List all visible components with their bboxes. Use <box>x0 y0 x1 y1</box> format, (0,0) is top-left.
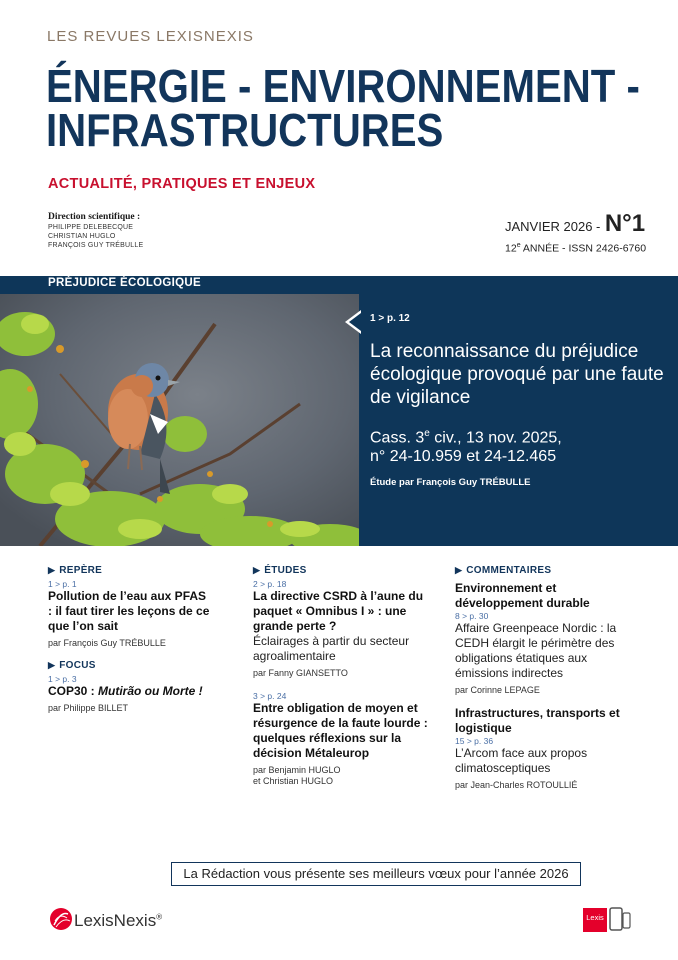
lexisnexis-emblem-icon <box>48 905 74 933</box>
issue-info <box>505 210 646 255</box>
director-name: FRANÇOIS GUY TRÉBULLE <box>48 242 144 249</box>
page-ref: 1 > p. 1 <box>48 579 77 589</box>
issue-number-label: N° <box>604 210 632 237</box>
column-2 <box>253 565 428 787</box>
page-ref: 15 > p. 36 <box>455 736 494 746</box>
logo-text <box>74 911 162 931</box>
page-ref: 8 > p. 30 <box>455 611 489 621</box>
section-title: COMMENTAIRES <box>466 565 552 576</box>
article-title-part: COP30 : <box>48 684 99 698</box>
devices-badge <box>583 906 631 939</box>
director-name: CHRISTIAN HUGLO <box>48 233 116 240</box>
triangle-icon: ▶ <box>253 565 261 575</box>
triangle-icon: ▶ <box>48 565 56 575</box>
column-1 <box>48 565 213 714</box>
lexisnexis-logo <box>48 905 163 938</box>
article-title: La directive CSRD à l’aune du paquet « Omnibus I » : une grande perte ? <box>253 589 424 633</box>
new-year-wishes: La Rédaction vous présente ses meilleurs vœux pour l’année 2026 <box>171 862 581 886</box>
group-heading: Environnement et développement durable <box>455 581 590 610</box>
triangle-icon: ▶ <box>48 660 56 670</box>
registered-mark: ® <box>156 912 163 922</box>
cite-sup: e <box>424 428 430 439</box>
article-title: Entre obligation de moyen et résurgence de la faute lourde : quelques réflexions sur la décision Métaleurop <box>253 701 428 760</box>
title-line-2: INFRASTRUCTURES <box>46 104 444 156</box>
section-commentaires <box>455 565 630 576</box>
page-ref: 3 > p. 24 <box>253 691 287 701</box>
series-label: LES REVUES LEXISNEXIS <box>47 28 254 45</box>
direction-label: Direction scientifique : <box>48 212 141 222</box>
feature-citation <box>370 424 666 466</box>
tablet-icon <box>610 908 622 930</box>
year-superscript: e <box>516 242 521 249</box>
feature-author: Étude par François Guy TRÉBULLE <box>370 477 531 488</box>
journal-title <box>46 60 640 156</box>
issn: ANNÉE - ISSN 2426-6760 <box>520 242 647 255</box>
article-author: par Corinne LEPAGE <box>455 685 540 695</box>
issue-number: 1 <box>631 210 646 237</box>
article-author: par Philippe BILLET <box>48 703 129 713</box>
article-author: par Jean-Charles ROTOULLIÉ <box>455 780 578 790</box>
pointer-notch <box>345 310 361 334</box>
article-author: et Christian HUGLO <box>253 776 334 786</box>
section-repere <box>48 565 213 576</box>
page-ref: 2 > p. 18 <box>253 579 287 589</box>
title-line-1: ÉNERGIE - ENVIRONNEMENT - <box>46 60 640 112</box>
badge-text: Lexis <box>586 913 604 922</box>
bird-photo <box>0 294 359 546</box>
section-title: FOCUS <box>59 660 96 671</box>
triangle-icon: ▶ <box>455 565 463 575</box>
page-ref: 1 > p. 3 <box>48 674 77 684</box>
cite-line-2: n° 24-10.959 et 24-12.465 <box>370 448 557 466</box>
article-title: L’Arcom face aux propos climatosceptiques <box>455 746 588 775</box>
article-title: Affaire Greenpeace Nordic : la CEDH élargit le périmètre des obligations étatiques aux émissions indirectes <box>455 621 617 680</box>
article-author: par Benjamin HUGLO <box>253 765 341 775</box>
feature-topic: PRÉJUDICE ÉCOLOGIQUE <box>48 277 201 289</box>
cite-part: civ., 13 nov. 2025, <box>429 429 562 447</box>
article-title <box>48 684 213 699</box>
logo-word: LexisNexis <box>74 911 157 930</box>
issue-year-issn <box>505 242 646 255</box>
feature-ref: 1 > p. 12 <box>370 313 410 324</box>
group-heading: Infrastructures, transports et logistique <box>455 706 620 735</box>
issue-date: JANVIER 2026 - <box>505 219 601 234</box>
section-title: ÉTUDES <box>264 565 307 576</box>
article-author: par Fanny GIANSETTO <box>253 668 348 678</box>
editorial-direction <box>48 213 143 250</box>
year-number: 12 <box>505 242 517 255</box>
article-title-italic: Mutirão ou Morte ! <box>98 684 203 698</box>
phone-icon <box>623 913 630 928</box>
article-subtitle: Éclairages à partir du secteur agroalimentaire <box>253 634 410 663</box>
director-name: PHILIPPE DELEBECQUE <box>48 224 134 231</box>
cite-part: Cass. 3 <box>370 429 425 447</box>
section-focus <box>48 660 213 671</box>
section-etudes <box>253 565 428 576</box>
section-title: REPÈRE <box>59 565 103 576</box>
article-title: Pollution de l’eau aux PFAS : il faut tirer les leçons de ce que l’on sait <box>48 589 210 633</box>
journal-subtitle: ACTUALITÉ, PRATIQUES ET ENJEUX <box>48 176 316 192</box>
column-3 <box>455 565 630 791</box>
article-author: par François Guy TRÉBULLE <box>48 638 166 648</box>
feature-title: La reconnaissance du préjudice écologique provoqué par une faute de vigilance <box>370 341 664 408</box>
